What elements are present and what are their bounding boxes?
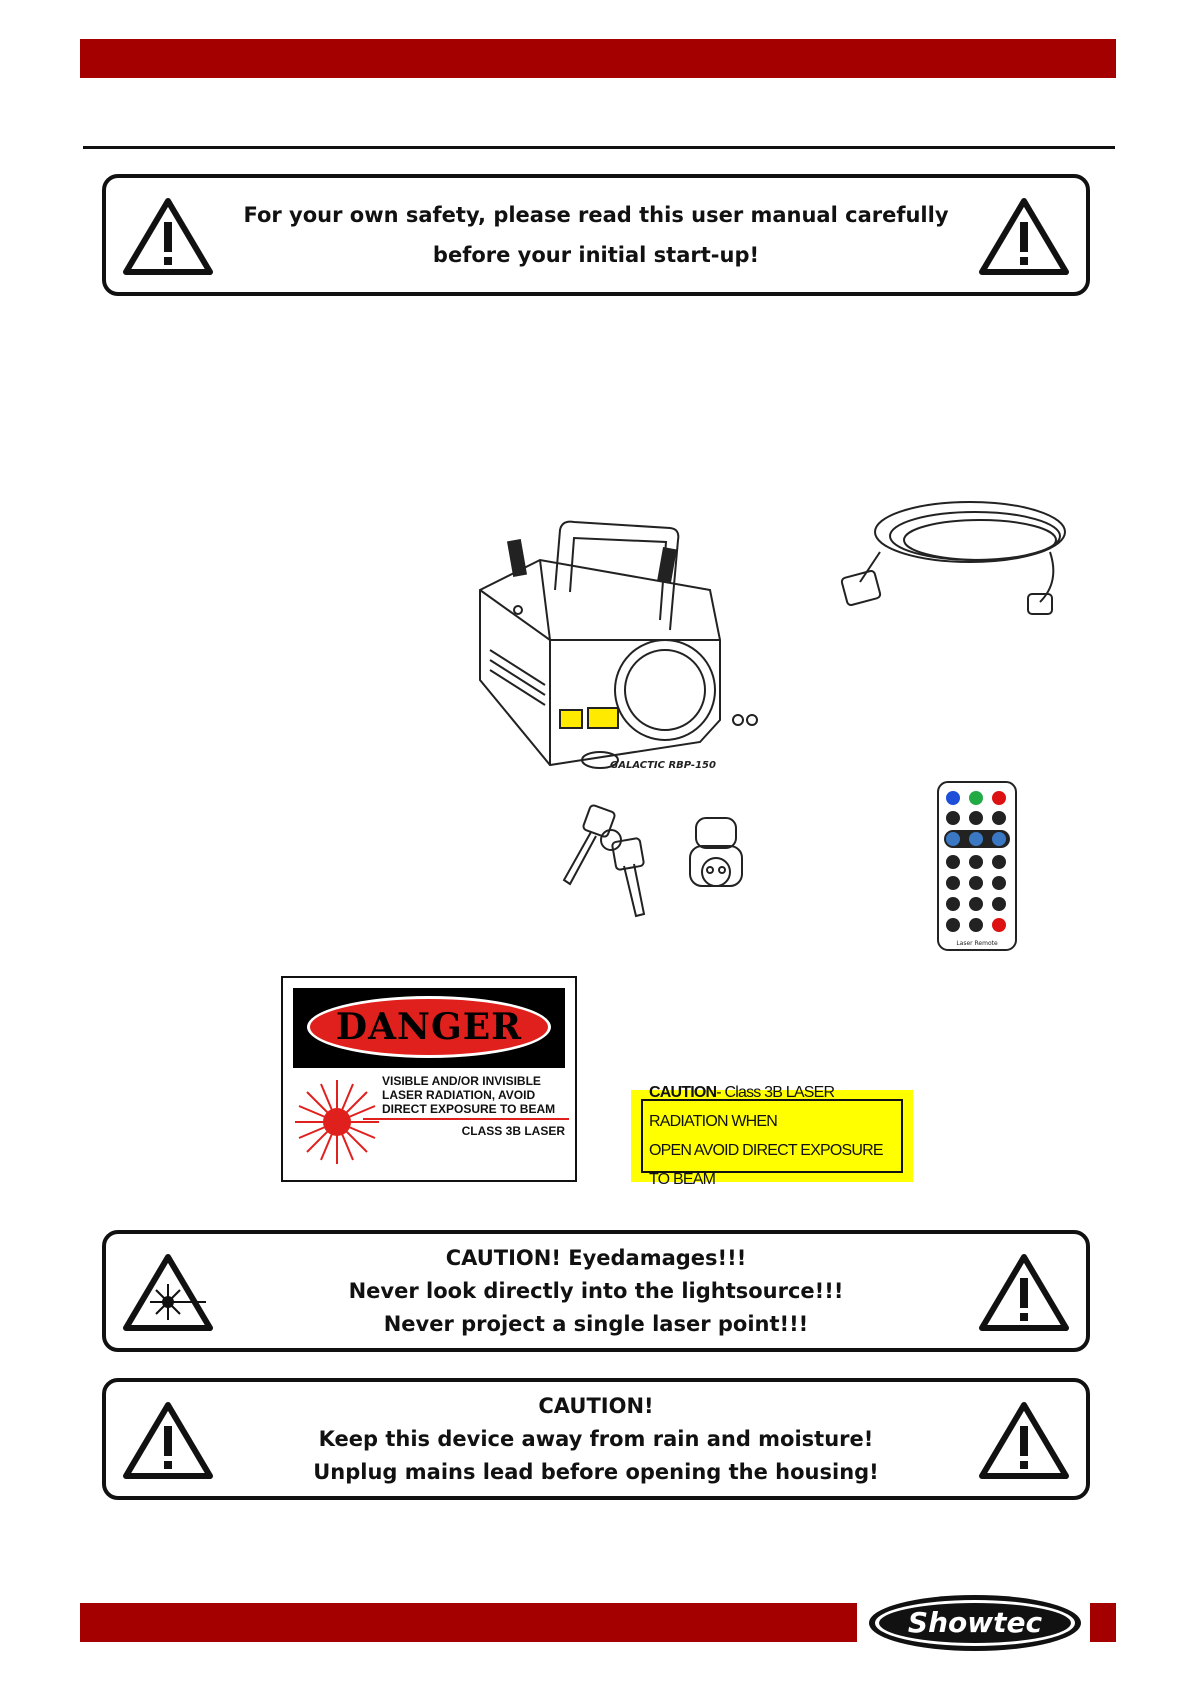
danger-label (281, 976, 577, 1182)
safety-warning-box (102, 174, 1090, 296)
header-rule (83, 146, 1115, 149)
power-cable-illustration (840, 492, 1070, 624)
laser-warning-icon (122, 1252, 214, 1332)
caution-label (631, 1084, 913, 1188)
danger-class: CLASS 3B LASER (461, 1124, 565, 1138)
rain-line-2: Keep this device away from rain and moisture! (318, 1426, 874, 1451)
eye-line-1: CAUTION! Eyedamages!!! (445, 1245, 747, 1270)
warning-triangle-icon (122, 196, 214, 276)
laser-starburst-icon (291, 1076, 383, 1168)
eye-line-2: Never look directly into the lightsource!!! (348, 1278, 844, 1303)
safety-line-1: For your own safety, please read this user manual carefully (243, 203, 949, 227)
eye-damage-warning-box (102, 1230, 1090, 1352)
warning-triangle-icon (122, 1400, 214, 1480)
header-bar (80, 39, 1116, 78)
warning-triangle-icon (978, 196, 1070, 276)
remote-label: Laser Remote (956, 940, 998, 947)
keys-illustration (556, 800, 666, 922)
warning-triangle-icon (978, 1252, 1070, 1332)
danger-red-rule (363, 1118, 569, 1120)
footer-bar-end (1090, 1603, 1116, 1642)
rain-line-1: CAUTION! (538, 1393, 654, 1418)
caution-line-2: OPEN AVOID DIRECT EXPOSURE TO BEAM (649, 1142, 883, 1188)
warning-triangle-icon (978, 1400, 1070, 1480)
danger-line-3: DIRECT EXPOSURE TO BEAM (382, 1102, 556, 1116)
showtec-logo (866, 1592, 1084, 1654)
safety-line-2: before your initial start-up! (432, 243, 760, 267)
danger-heading: DANGER (335, 1006, 523, 1048)
logo-text: Showtec (907, 1606, 1043, 1639)
remote-control-illustration (936, 780, 1018, 952)
eye-line-3: Never project a single laser point!!! (383, 1311, 809, 1336)
laser-unit-illustration (470, 520, 790, 780)
footer-bar (80, 1603, 857, 1642)
rain-line-3: Unplug mains lead before opening the housing! (313, 1459, 879, 1484)
danger-line-1: VISIBLE AND/OR INVISIBLE (382, 1074, 541, 1088)
caution-line-1: - Class 3B LASER RADIATION WHEN (649, 1084, 835, 1130)
rain-warning-box (102, 1378, 1090, 1500)
unit-brand-text: GALACTIC RBP-150 (610, 760, 716, 771)
connector-illustration (676, 812, 756, 908)
danger-line-2: LASER RADIATION, AVOID (382, 1088, 536, 1102)
caution-prefix: CAUTION (649, 1084, 717, 1101)
